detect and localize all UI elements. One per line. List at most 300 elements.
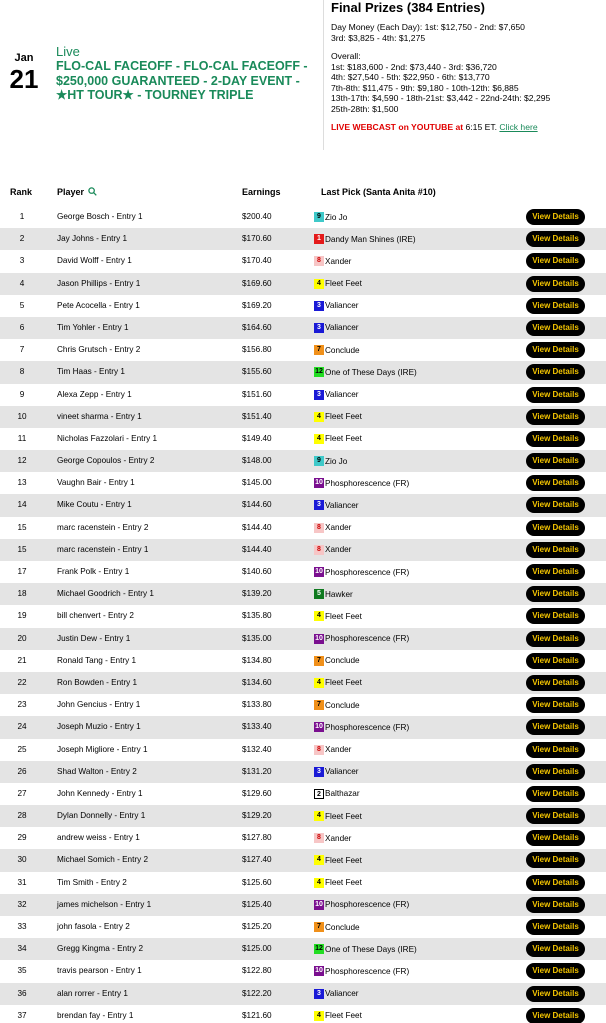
overall-line: 25th-28th: $1,500 bbox=[331, 103, 399, 114]
view-details-button[interactable]: View Details bbox=[526, 298, 585, 314]
post-number-badge: 8 bbox=[314, 745, 324, 755]
horse-name: Hawker bbox=[325, 589, 353, 599]
rank-cell: 14 bbox=[17, 500, 27, 510]
rank-cell: 4 bbox=[19, 278, 25, 288]
table-row bbox=[0, 206, 606, 228]
table-row bbox=[0, 805, 606, 827]
view-details-button[interactable]: View Details bbox=[526, 808, 585, 824]
horse-name: Fleet Feet bbox=[325, 878, 362, 888]
rank-cell: 10 bbox=[17, 411, 27, 421]
player-cell: Dylan Donnelly - Entry 1 bbox=[57, 811, 146, 821]
table-row bbox=[0, 494, 606, 516]
webcast-label: LIVE WEBCAST on YOUTUBE at bbox=[331, 122, 464, 132]
view-details-button[interactable]: View Details bbox=[526, 453, 585, 469]
rank-cell: 24 bbox=[17, 722, 27, 732]
table-row bbox=[0, 916, 606, 938]
table-row bbox=[0, 295, 606, 317]
earnings-cell: $151.40 bbox=[242, 411, 272, 421]
player-cell: Chris Grutsch - Entry 2 bbox=[57, 345, 141, 355]
table-row bbox=[0, 539, 606, 561]
player-cell: Joseph Muzio - Entry 1 bbox=[57, 722, 141, 732]
post-number-badge: 8 bbox=[314, 833, 324, 843]
table-row bbox=[0, 228, 606, 250]
table-row bbox=[0, 361, 606, 383]
earnings-cell: $135.80 bbox=[242, 611, 272, 621]
view-details-button[interactable]: View Details bbox=[526, 631, 585, 647]
overall-line: 1st: $183,600 - 2nd: $73,440 - 3rd: $36,720 bbox=[331, 61, 497, 72]
earnings-cell: $133.40 bbox=[242, 722, 272, 732]
player-cell: Tim Yohler - Entry 1 bbox=[57, 322, 129, 332]
post-number-badge: 4 bbox=[314, 434, 324, 444]
table-row bbox=[0, 250, 606, 272]
post-number-badge: 10 bbox=[315, 900, 323, 908]
view-details-button[interactable]: View Details bbox=[526, 431, 585, 447]
rank-cell: 25 bbox=[17, 744, 27, 754]
earnings-cell: $140.60 bbox=[242, 567, 272, 576]
earnings-cell: $127.40 bbox=[242, 855, 272, 865]
horse-name: Fleet Feet bbox=[325, 678, 362, 688]
earnings-cell: $122.80 bbox=[242, 966, 272, 976]
earnings-cell: $135.00 bbox=[242, 633, 272, 643]
earnings-cell: $145.00 bbox=[242, 478, 272, 488]
horse-name: Fleet Feet bbox=[325, 811, 362, 821]
rank-cell: 6 bbox=[19, 322, 25, 332]
horse-name: Valiancer bbox=[325, 301, 359, 311]
view-details-button[interactable]: View Details bbox=[526, 475, 585, 491]
earnings-cell: $151.60 bbox=[242, 389, 272, 399]
event-title[interactable]: FLO-CAL FACEOFF - FLO-CAL FACEOFF - $250,000 GUARANTEED - 2-DAY EVENT - ★HT TOUR★ - TOURNEY TRIPLE bbox=[56, 59, 308, 102]
last-pick-cell bbox=[314, 656, 360, 666]
table-row bbox=[0, 450, 606, 472]
player-cell: vineet sharma - Entry 1 bbox=[57, 411, 142, 421]
event-month: Jan bbox=[14, 52, 34, 64]
post-number-badge: 5 bbox=[314, 589, 324, 599]
table-row bbox=[0, 583, 606, 605]
horse-name: One of These Days (IRE) bbox=[325, 944, 417, 954]
view-details-button[interactable]: View Details bbox=[526, 742, 585, 758]
player-cell: George Copoulos - Entry 2 bbox=[57, 456, 155, 466]
last-pick-cell bbox=[314, 390, 359, 400]
horse-name: Valiancer bbox=[325, 500, 359, 510]
earnings-cell: $133.80 bbox=[242, 700, 272, 710]
player-cell: Tim Smith - Entry 2 bbox=[57, 877, 127, 887]
last-pick-cell bbox=[314, 523, 351, 533]
rank-cell: 20 bbox=[17, 633, 27, 643]
table-row bbox=[0, 783, 606, 805]
player-cell: John Gencius - Entry 1 bbox=[57, 700, 141, 710]
webcast-notice bbox=[331, 122, 603, 133]
day-money-line: 3rd: $3,825 - 4th: $1,275 bbox=[331, 32, 426, 43]
player-cell: Joseph Migliore - Entry 1 bbox=[57, 744, 148, 754]
earnings-cell: $156.80 bbox=[242, 345, 272, 355]
post-number-badge: 12 bbox=[315, 945, 323, 953]
last-pick-cell bbox=[314, 678, 362, 688]
rank-cell: 5 bbox=[19, 300, 25, 310]
player-cell: Mike Coutu - Entry 1 bbox=[57, 500, 132, 510]
last-pick-cell bbox=[314, 811, 362, 821]
last-pick-cell bbox=[314, 611, 362, 621]
table-row bbox=[0, 739, 606, 761]
table-row bbox=[0, 650, 606, 672]
horse-name: Xander bbox=[325, 256, 352, 266]
rank-cell: 17 bbox=[17, 567, 27, 576]
view-details-button[interactable]: View Details bbox=[526, 209, 585, 225]
player-cell: Alexa Zepp - Entry 1 bbox=[57, 389, 132, 399]
rank-header: Rank bbox=[10, 187, 33, 197]
rank-cell: 32 bbox=[17, 899, 27, 909]
player-cell: james michelson - Entry 1 bbox=[57, 899, 152, 909]
view-details-button[interactable]: View Details bbox=[526, 897, 585, 913]
rank-cell: 31 bbox=[17, 877, 27, 887]
table-row bbox=[0, 938, 606, 960]
earnings-cell: $134.60 bbox=[242, 677, 272, 687]
post-number-badge: 4 bbox=[314, 678, 324, 688]
horse-name: Valiancer bbox=[325, 767, 359, 777]
earnings-cell: $144.60 bbox=[242, 500, 272, 510]
event-header bbox=[0, 0, 606, 160]
horse-name: Fleet Feet bbox=[325, 611, 362, 621]
search-icon[interactable] bbox=[88, 187, 97, 196]
rank-cell: 12 bbox=[17, 456, 27, 466]
player-cell: bill chenvert - Entry 2 bbox=[57, 611, 134, 621]
horse-name: Fleet Feet bbox=[325, 412, 362, 422]
table-row bbox=[0, 605, 606, 627]
post-number-badge: 10 bbox=[315, 634, 323, 642]
player-cell: Vaughn Bair - Entry 1 bbox=[57, 478, 135, 488]
last-pick-cell bbox=[314, 789, 360, 799]
rank-cell: 9 bbox=[19, 389, 25, 399]
earnings-cell: $169.20 bbox=[242, 300, 272, 310]
view-details-button[interactable]: View Details bbox=[526, 719, 585, 735]
table-row bbox=[0, 872, 606, 894]
post-number-badge: 3 bbox=[314, 390, 324, 400]
player-cell: Ronald Tang - Entry 1 bbox=[57, 655, 137, 665]
view-details-button[interactable]: View Details bbox=[526, 675, 585, 691]
last-pick-cell bbox=[314, 301, 359, 311]
earnings-cell: $129.60 bbox=[242, 788, 272, 798]
leaderboard-table bbox=[0, 206, 606, 1023]
last-pick-cell bbox=[314, 878, 362, 888]
post-number-badge: 4 bbox=[314, 855, 324, 865]
horse-name: Valiancer bbox=[325, 390, 359, 399]
view-details-button[interactable]: View Details bbox=[526, 320, 585, 336]
horse-name: Xander bbox=[325, 745, 352, 754]
earnings-cell: $149.40 bbox=[242, 433, 272, 443]
last-pick-cell bbox=[314, 545, 351, 555]
last-pick-cell bbox=[314, 478, 409, 488]
earnings-cell: $148.00 bbox=[242, 456, 272, 466]
overall-line: 7th-8th: $11,475 - 9th: $9,180 - 10th-12th: $6,885 bbox=[331, 82, 519, 93]
overall-line: 4th: $27,540 - 5th: $22,950 - 6th: $13,770 bbox=[331, 72, 490, 82]
rank-cell: 8 bbox=[19, 367, 25, 377]
earnings-cell: $170.40 bbox=[242, 256, 272, 266]
earnings-cell: $155.60 bbox=[242, 367, 272, 377]
view-details-button[interactable]: View Details bbox=[526, 963, 585, 979]
horse-name: Fleet Feet bbox=[325, 855, 362, 865]
view-details-button[interactable]: View Details bbox=[526, 919, 585, 935]
last-pick-cell bbox=[314, 767, 359, 777]
post-number-badge: 7 bbox=[314, 656, 324, 666]
last-pick-cell bbox=[314, 256, 351, 266]
last-pick-cell bbox=[314, 589, 353, 599]
view-details-button[interactable]: View Details bbox=[526, 830, 585, 846]
overall-line: 13th-17th: $4,590 - 18th-21st: $3,442 - 22nd-24th: $2,295 bbox=[331, 93, 551, 103]
last-pick-cell bbox=[314, 900, 409, 910]
table-row bbox=[0, 384, 606, 406]
prizes-title: Final Prizes (384 Entries) bbox=[331, 0, 485, 15]
table-row bbox=[0, 827, 606, 849]
table-row bbox=[0, 960, 606, 982]
earnings-cell: $125.60 bbox=[242, 877, 272, 887]
horse-name: Xander bbox=[325, 545, 352, 555]
post-number-badge: 4 bbox=[314, 611, 324, 621]
view-details-button[interactable]: View Details bbox=[526, 387, 585, 403]
post-number-badge: 8 bbox=[314, 256, 324, 266]
rank-cell: 36 bbox=[17, 988, 27, 998]
rank-cell: 26 bbox=[17, 766, 27, 776]
table-row bbox=[0, 628, 606, 650]
horse-name: Dandy Man Shines (IRE) bbox=[325, 234, 416, 244]
view-details-button[interactable]: View Details bbox=[526, 786, 585, 802]
view-details-button[interactable]: View Details bbox=[526, 342, 585, 358]
view-details-button[interactable]: View Details bbox=[526, 520, 585, 536]
horse-name: Valiancer bbox=[325, 323, 359, 333]
player-cell: marc racenstein - Entry 2 bbox=[57, 522, 149, 532]
post-number-badge: 10 bbox=[315, 568, 323, 575]
last-pick-cell bbox=[314, 279, 362, 289]
webcast-link[interactable]: Click here bbox=[499, 122, 538, 132]
last-pick-cell bbox=[314, 412, 362, 422]
post-number-badge: 7 bbox=[314, 345, 324, 355]
last-pick-cell bbox=[314, 855, 362, 865]
last-pick-cell bbox=[314, 345, 360, 355]
view-details-button[interactable]: View Details bbox=[526, 608, 585, 624]
rank-cell: 11 bbox=[17, 433, 27, 443]
horse-name: Valiancer bbox=[325, 989, 359, 999]
last-pick-cell bbox=[314, 989, 359, 999]
view-details-button[interactable]: View Details bbox=[526, 231, 585, 247]
earnings-cell: $132.40 bbox=[242, 744, 272, 754]
post-number-badge: 9 bbox=[314, 456, 324, 466]
rank-cell: 7 bbox=[19, 345, 25, 355]
rank-cell: 18 bbox=[17, 589, 27, 599]
table-row bbox=[0, 672, 606, 694]
post-number-badge: 7 bbox=[314, 922, 324, 932]
earnings-header: Earnings bbox=[242, 187, 281, 197]
view-details-button[interactable]: View Details bbox=[526, 875, 585, 891]
rank-cell: 34 bbox=[17, 944, 27, 954]
view-details-button[interactable]: View Details bbox=[526, 986, 585, 1002]
view-details-button[interactable]: View Details bbox=[526, 852, 585, 868]
table-row bbox=[0, 339, 606, 361]
view-details-button[interactable]: View Details bbox=[526, 497, 585, 513]
horse-name: Xander bbox=[325, 523, 352, 533]
overall-line: Overall: bbox=[331, 51, 361, 61]
earnings-cell: $125.20 bbox=[242, 922, 272, 931]
table-row bbox=[0, 1005, 606, 1023]
last-pick-cell bbox=[314, 700, 360, 710]
last-pick-cell bbox=[314, 722, 409, 732]
rank-cell: 35 bbox=[17, 966, 27, 976]
last-pick-cell bbox=[314, 833, 351, 843]
post-number-badge: 9 bbox=[314, 212, 324, 222]
rank-cell: 21 bbox=[17, 655, 27, 665]
earnings-cell: $144.40 bbox=[242, 522, 272, 532]
view-details-button[interactable]: View Details bbox=[526, 586, 585, 602]
post-number-badge: 1 bbox=[314, 234, 324, 244]
table-row bbox=[0, 428, 606, 450]
last-pick-cell bbox=[314, 634, 409, 644]
earnings-cell: $169.60 bbox=[242, 278, 272, 288]
webcast-time: 6:15 ET. bbox=[463, 122, 500, 132]
player-cell: Pete Acocella - Entry 1 bbox=[57, 300, 140, 310]
player-cell: Tim Haas - Entry 1 bbox=[57, 367, 125, 377]
player-cell: George Bosch - Entry 1 bbox=[57, 212, 143, 221]
earnings-cell: $125.40 bbox=[242, 899, 272, 909]
earnings-cell: $129.20 bbox=[242, 811, 272, 821]
horse-name: Conclude bbox=[325, 345, 360, 355]
last-pick-cell bbox=[314, 323, 359, 333]
rank-cell: 15 bbox=[17, 522, 27, 532]
table-row bbox=[0, 561, 606, 583]
post-number-badge: 7 bbox=[314, 700, 324, 710]
post-number-badge: 4 bbox=[314, 878, 324, 888]
player-header-label: Player bbox=[57, 187, 85, 197]
horse-name: Xander bbox=[325, 833, 352, 843]
player-cell: Jay Johns - Entry 1 bbox=[57, 234, 128, 244]
post-number-badge: 3 bbox=[314, 989, 324, 999]
table-row bbox=[0, 761, 606, 783]
post-number-badge: 4 bbox=[314, 1011, 324, 1021]
last-pick-header: Last Pick (Santa Anita #10) bbox=[321, 187, 436, 197]
view-details-button[interactable]: View Details bbox=[526, 564, 585, 580]
last-pick-cell bbox=[314, 745, 351, 755]
table-row bbox=[0, 694, 606, 716]
horse-name: Zio Jo bbox=[325, 212, 348, 222]
player-cell: Justin Dew - Entry 1 bbox=[57, 633, 131, 643]
post-number-badge: 8 bbox=[314, 545, 324, 555]
earnings-cell: $134.80 bbox=[242, 655, 272, 665]
earnings-cell: $139.20 bbox=[242, 589, 272, 599]
view-details-button[interactable]: View Details bbox=[526, 364, 585, 380]
horse-name: Fleet Feet bbox=[325, 434, 362, 444]
horse-name: Phosphorescence (FR) bbox=[325, 567, 410, 577]
post-number-badge: 10 bbox=[315, 723, 323, 731]
player-cell: Nicholas Fazzolari - Entry 1 bbox=[57, 433, 158, 443]
last-pick-cell bbox=[314, 434, 362, 444]
rank-cell: 27 bbox=[17, 788, 27, 798]
horse-name: Fleet Feet bbox=[325, 279, 362, 289]
horse-name: Conclude bbox=[325, 922, 360, 932]
last-pick-cell bbox=[314, 944, 417, 954]
player-cell: Shad Walton - Entry 2 bbox=[57, 766, 137, 776]
player-cell: alan rorrer - Entry 1 bbox=[57, 988, 128, 998]
player-cell: john fasola - Entry 2 bbox=[57, 922, 130, 931]
view-details-button[interactable]: View Details bbox=[526, 697, 585, 713]
last-pick-cell bbox=[314, 500, 359, 510]
horse-name: Phosphorescence (FR) bbox=[325, 900, 410, 910]
player-cell: David Wolff - Entry 1 bbox=[57, 256, 132, 266]
horse-name: Phosphorescence (FR) bbox=[325, 722, 410, 732]
view-details-button[interactable]: View Details bbox=[526, 941, 585, 957]
earnings-cell: $170.60 bbox=[242, 234, 272, 244]
earnings-cell: $131.20 bbox=[242, 766, 272, 776]
event-info bbox=[56, 44, 312, 103]
table-row bbox=[0, 983, 606, 1005]
table-row bbox=[0, 317, 606, 339]
horse-name: Conclude bbox=[325, 700, 360, 710]
view-details-button[interactable]: View Details bbox=[526, 1008, 585, 1023]
view-details-button[interactable]: View Details bbox=[526, 276, 585, 292]
last-pick-cell bbox=[314, 456, 347, 466]
rank-cell: 30 bbox=[17, 855, 27, 865]
view-details-button[interactable]: View Details bbox=[526, 409, 585, 425]
last-pick-cell bbox=[314, 922, 360, 932]
rank-cell: 2 bbox=[19, 234, 25, 244]
live-status: Live bbox=[56, 44, 80, 59]
view-details-button[interactable]: View Details bbox=[526, 253, 585, 269]
rank-cell: 13 bbox=[17, 478, 27, 488]
rank-cell: 23 bbox=[17, 700, 27, 710]
earnings-cell: $125.00 bbox=[242, 944, 272, 954]
view-details-button[interactable]: View Details bbox=[526, 542, 585, 558]
post-number-badge: 12 bbox=[315, 368, 323, 376]
post-number-badge: 2 bbox=[314, 789, 324, 799]
player-cell: Michael Somich - Entry 2 bbox=[57, 855, 149, 865]
post-number-badge: 3 bbox=[314, 323, 324, 333]
player-cell: John Kennedy - Entry 1 bbox=[57, 788, 143, 798]
table-header bbox=[0, 184, 606, 202]
view-details-button[interactable]: View Details bbox=[526, 764, 585, 780]
player-cell: Gregg Kingma - Entry 2 bbox=[57, 944, 144, 954]
player-cell: Jason Phillips - Entry 1 bbox=[57, 278, 141, 288]
event-day: 21 bbox=[9, 64, 39, 94]
earnings-cell: $127.80 bbox=[242, 833, 272, 843]
earnings-cell: $121.60 bbox=[242, 1010, 272, 1020]
horse-name: Phosphorescence (FR) bbox=[325, 634, 410, 644]
horse-name: Fleet Feet bbox=[325, 1011, 362, 1021]
rank-cell: 29 bbox=[17, 833, 27, 843]
view-details-button[interactable]: View Details bbox=[526, 653, 585, 669]
post-number-badge: 3 bbox=[314, 301, 324, 311]
rank-cell: 33 bbox=[17, 922, 27, 931]
table-row bbox=[0, 273, 606, 295]
player-cell: marc racenstein - Entry 1 bbox=[57, 544, 149, 554]
post-number-badge: 4 bbox=[314, 811, 324, 821]
table-row bbox=[0, 894, 606, 916]
earnings-cell: $164.60 bbox=[242, 322, 272, 332]
post-number-badge: 10 bbox=[315, 967, 323, 975]
table-row bbox=[0, 406, 606, 428]
prizes-panel bbox=[331, 0, 603, 133]
player-header bbox=[57, 187, 97, 197]
rank-cell: 3 bbox=[19, 256, 25, 266]
horse-name: Conclude bbox=[325, 656, 360, 666]
earnings-cell: $144.40 bbox=[242, 544, 272, 554]
last-pick-cell bbox=[314, 567, 409, 577]
day-money-line: Day Money (Each Day): 1st: $12,750 - 2nd: $7,650 bbox=[331, 22, 525, 32]
table-row bbox=[0, 716, 606, 738]
rank-cell: 15 bbox=[17, 544, 27, 554]
horse-name: Phosphorescence (FR) bbox=[325, 478, 410, 488]
horse-name: Balthazar bbox=[325, 789, 360, 799]
earnings-cell: $122.20 bbox=[242, 988, 272, 998]
post-number-badge: 3 bbox=[314, 767, 324, 777]
horse-name: Zio Jo bbox=[325, 456, 348, 466]
post-number-badge: 3 bbox=[314, 500, 324, 510]
player-cell: andrew weiss - Entry 1 bbox=[57, 833, 140, 843]
post-number-badge: 8 bbox=[314, 523, 324, 533]
